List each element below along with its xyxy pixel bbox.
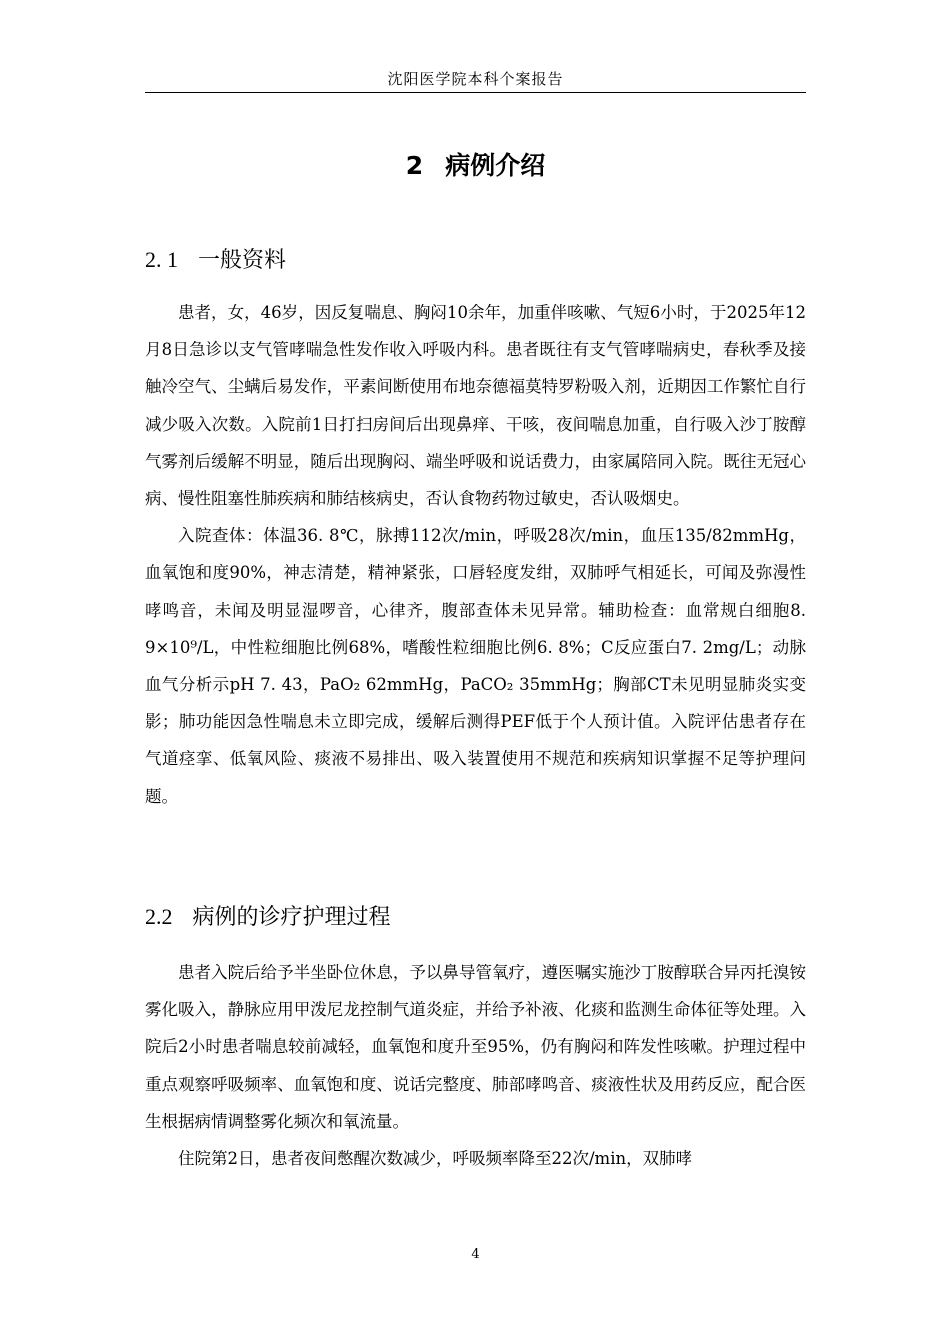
section-title: 病例的诊疗护理过程	[192, 905, 391, 930]
section-title: 一般资料	[198, 248, 287, 273]
body-paragraph: 住院第2日，患者夜间憋醒次数减少，呼吸频率降至22次/min，双肺哮	[178, 1149, 693, 1169]
running-title: 沈阳医学院本科个案报告	[387, 70, 564, 88]
running-header	[145, 68, 806, 93]
section-body-treatment	[145, 954, 806, 1177]
section-body-general-info	[145, 294, 806, 815]
chapter-heading	[145, 146, 806, 186]
page-number-text: 4	[471, 1247, 480, 1262]
chapter-number: 2	[405, 151, 424, 180]
body-paragraph: 患者入院后给予半坐卧位休息，予以鼻导管氧疗，遵医嘱实施沙丁胺醇联合异丙托溴铵雾化吸入，静脉应用甲泼尼龙控制气道炎症，并给予补液、化痰和监测生命体征等处理。入院后2小时患者喘息较前减轻，血氧饱和度升至95%，仍有胸闷和阵发性咳嗽。护理过程中重点观察呼吸频率、血氧饱和度、说话完整度、肺部哮鸣音、痰液性状及用药反应，配合医生根据病情调整雾化频次和氧流量。	[145, 963, 806, 1131]
section-number: 2. 1	[145, 247, 178, 272]
body-paragraph: 入院查体：体温36. 8℃，脉搏112次/min，呼吸28次/min，血压135/82mmHg，血氧饱和度90%，神志清楚，精神紧张，口唇轻度发绀，双肺呼气相延长，可闻及弥漫性哮鸣音，未闻及明显湿啰音，心律齐，腹部查体未见异常。辅助检查：血常规白细胞8. 9×10⁹/L，中性粒细胞比例68%，嗜酸性粒细胞比例6. 8%；C反应蛋白7. 2mg/L；动脉血气分析示pH 7. 43，PaO₂ 62mmHg，PaCO₂ 35mmHg；胸部CT未见明显肺炎实变影；肺功能因急性喘息未立即完成，缓解后测得PEF低于个人预计值。入院评估患者存在气道痉挛、低氧风险、痰液不易排出、吸入装置使用不规范和疾病知识掌握不足等护理问题。	[145, 526, 806, 806]
page-number	[145, 1245, 806, 1265]
section-number: 2.2	[145, 904, 173, 929]
section-heading-treatment	[145, 900, 391, 935]
chapter-title: 病例介绍	[445, 151, 546, 180]
body-paragraph: 患者，女，46岁，因反复喘息、胸闷10余年，加重伴咳嗽、气短6小时，于2025年12月8日急诊以支气管哮喘急性发作收入呼吸内科。患者既往有支气管哮喘病史，春秋季及接触冷空气、尘螨后易发作，平素间断使用布地奈德福莫特罗粉吸入剂，近期因工作繁忙自行减少吸入次数。入院前1日打扫房间后出现鼻痒、干咳，夜间喘息加重，自行吸入沙丁胺醇气雾剂后缓解不明显，随后出现胸闷、端坐呼吸和说话费力，由家属陪同入院。既往无冠心病、慢性阻塞性肺疾病和肺结核病史，否认食物药物过敏史，否认吸烟史。	[145, 303, 806, 509]
section-heading-general-info	[145, 243, 286, 278]
